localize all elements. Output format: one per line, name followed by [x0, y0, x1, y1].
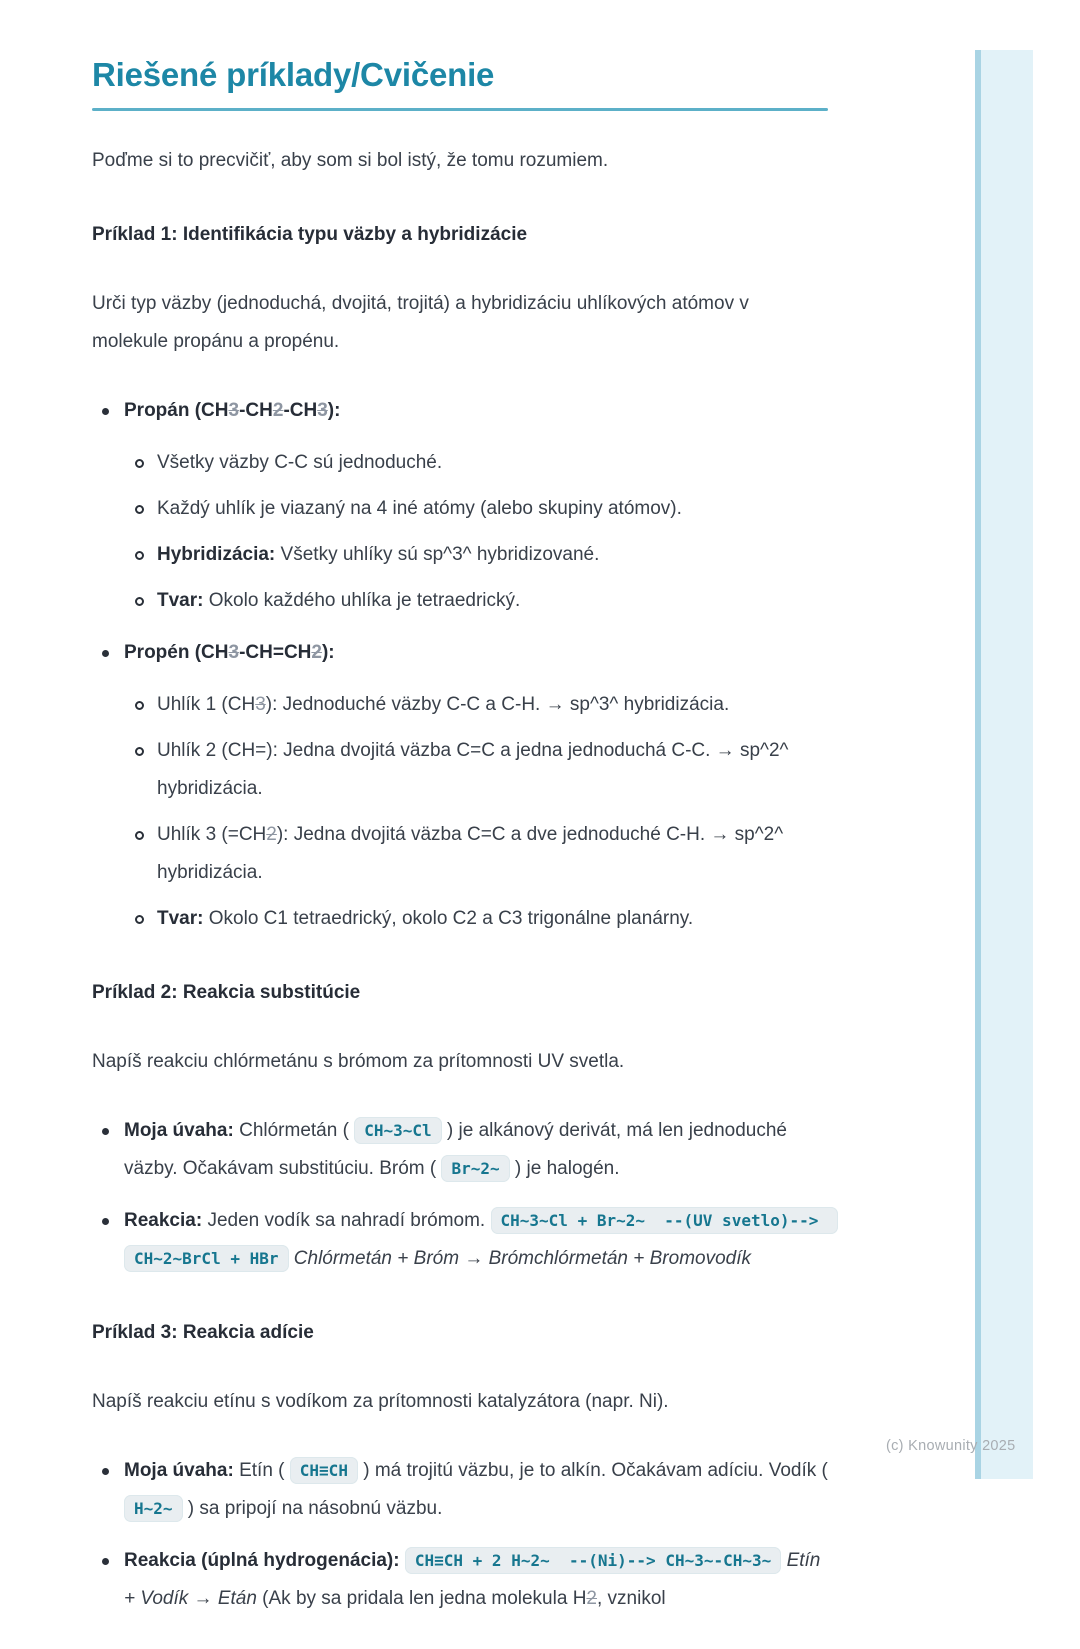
propan-point-2: Každý uhlík je viazaný na 4 iné atómy (alebo skupiny atómov). — [157, 498, 682, 519]
propan-point-1: Všetky väzby C-C sú jednoduché. — [157, 452, 443, 473]
example3-point-2: Reakcia (úplná hydrogenácia): CH≡CH + 2 H~2~ --(Ni)--> CH~3~-CH~3~ Etín + Vodík → Etán (Ak by sa pridala len jedna molekula H2, vznikol — [124, 1550, 820, 1609]
example2-list — [92, 1112, 828, 1278]
copyright-watermark: (c) Knowunity 2025 — [886, 1438, 1016, 1454]
list-item — [124, 900, 828, 938]
list-item — [92, 1202, 828, 1278]
page-edge-decoration — [975, 50, 1033, 1479]
example3-list — [92, 1452, 828, 1618]
list-item — [124, 582, 828, 620]
propen-point-2: Uhlík 2 (CH=): Jedna dvojitá väzba C=C a jedna jednoduchá C-C. → sp^2^ hybridizácia. — [157, 740, 789, 799]
list-item — [124, 816, 828, 892]
list-item-propen — [92, 634, 828, 938]
example1-list — [92, 392, 828, 938]
list-item — [92, 1542, 828, 1618]
example2-point-1: Moja úvaha: Chlórmetán ( CH~3~Cl ) je alkánový derivát, má len jednoduché väzby. Očakávam substitúciu. Bróm ( Br~2~ ) je halogén. — [124, 1120, 787, 1179]
propan-point-3: Hybridizácia: Všetky uhlíky sú sp^3^ hybridizované. — [157, 544, 600, 565]
list-item — [92, 1452, 828, 1528]
propen-sublist — [124, 686, 828, 938]
list-item — [124, 536, 828, 574]
list-item-propan — [92, 392, 828, 620]
example3-heading: Príklad 3: Reakcia adície — [92, 1322, 314, 1343]
title-underline — [92, 108, 828, 111]
list-item — [124, 490, 828, 528]
page-title: Riešené príklady/Cvičenie — [92, 56, 495, 93]
list-item — [124, 686, 828, 724]
propan-sublist — [124, 444, 828, 620]
propan-label: Propán (CH3-CH2-CH3): — [124, 400, 341, 421]
propen-point-1: Uhlík 1 (CH3): Jednoduché väzby C-C a C-H. → sp^3^ hybridizácia. — [157, 694, 730, 715]
propen-point-3: Uhlík 3 (=CH2): Jedna dvojitá väzba C=C a dve jednoduché C-H. → sp^2^ hybridizácia. — [157, 824, 784, 883]
example1-heading: Príklad 1: Identifikácia typu väzby a hybridizácie — [92, 224, 528, 245]
example2-task: Napíš reakciu chlórmetánu s brómom za prítomnosti UV svetla. — [92, 1051, 625, 1072]
example2-heading: Príklad 2: Reakcia substitúcie — [92, 982, 361, 1003]
intro-paragraph: Poďme si to precvičiť, aby som si bol istý, že tomu rozumiem. — [92, 150, 609, 171]
propen-point-4: Tvar: Okolo C1 tetraedrický, okolo C2 a C3 trigonálne planárny. — [157, 908, 694, 929]
example3-task: Napíš reakciu etínu s vodíkom za prítomnosti katalyzátora (napr. Ni). — [92, 1391, 669, 1412]
list-item — [124, 444, 828, 482]
list-item — [92, 1112, 828, 1188]
list-item — [124, 732, 828, 808]
example1-task: Urči typ väzby (jednoduchá, dvojitá, trojitá) a hybridizáciu uhlíkových atómov v molekule propánu a propénu. — [92, 293, 749, 352]
page-content — [92, 54, 828, 1649]
example3-point-1: Moja úvaha: Etín ( CH≡CH ) má trojitú väzbu, je to alkín. Očakávam adíciu. Vodík ( H~2~ ) sa pripojí na násobnú väzbu. — [124, 1460, 828, 1519]
propen-label: Propén (CH3-CH=CH2): — [124, 642, 335, 663]
example2-point-2: Reakcia: Jeden vodík sa nahradí brómom. CH~3~Cl + Br~2~ --(UV svetlo)--> CH~2~BrCl + HBr Chlórmetán + Bróm → Brómchlórmetán + Bromovodík — [124, 1210, 838, 1269]
propan-point-4: Tvar: Okolo každého uhlíka je tetraedrický. — [157, 590, 521, 611]
